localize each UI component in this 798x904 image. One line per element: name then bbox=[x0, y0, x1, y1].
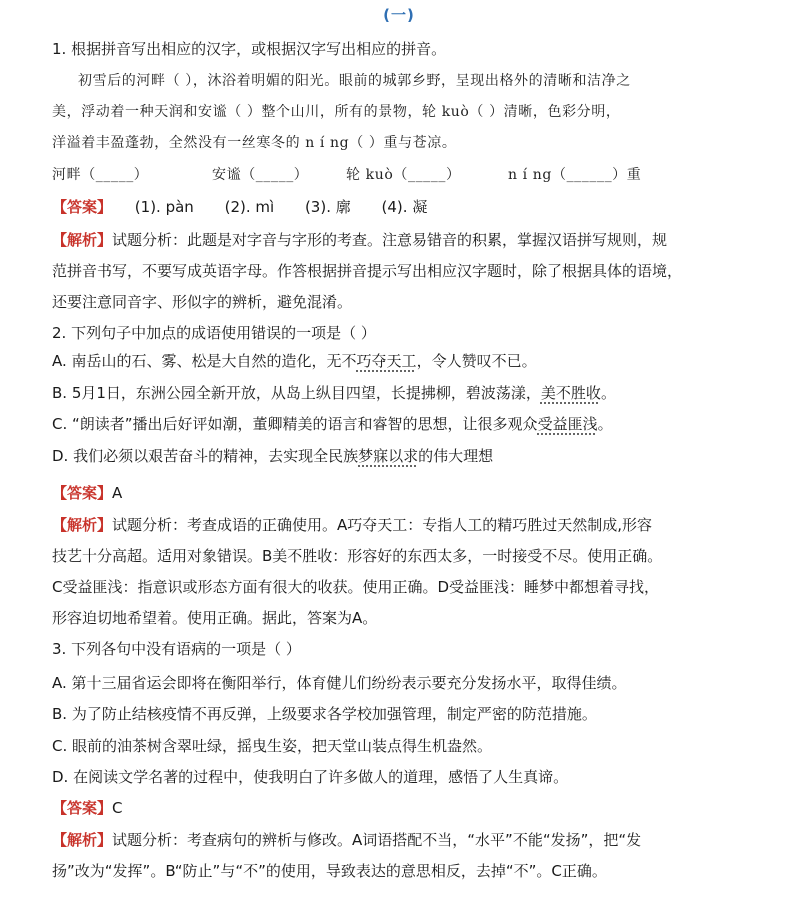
q1-analysis-text-1: 试题分析：此题是对字音与字形的考查。注意易错音的积累，掌握汉语拼写规则，规 bbox=[112, 231, 668, 249]
q2-analysis-line-4: 形容迫切地希望着。使用正确。据此，答案为A。 bbox=[52, 609, 378, 627]
q2-option-d-pre: D. 我们必须以艰苦奋斗的精神，去实现全民族 bbox=[52, 447, 359, 465]
q1-analysis-line-2: 范拼音书写，不要写成英语字母。作答根据拼音提示写出相应汉字题时，除了根据具体的语境， bbox=[52, 262, 683, 280]
answer-tag: 【答案】 bbox=[52, 198, 113, 216]
q2-option-a-post: ，令人赞叹不已。 bbox=[416, 352, 537, 370]
q1-analysis-line-3: 还要注意同音字、形似字的辨析，避免混淆。 bbox=[52, 293, 353, 311]
q2-option-c-dotted: 受益匪浅 bbox=[537, 415, 598, 433]
q2-option-d bbox=[52, 445, 493, 467]
q1-blank-1: 河畔（_____） bbox=[52, 167, 149, 183]
q1-blank-3: 轮 kuò（_____） bbox=[346, 167, 461, 183]
q2-analysis-text-1: 试题分析：考查成语的正确使用。A巧夺天工：专指人工的精巧胜过天然制成,形容 bbox=[112, 516, 653, 534]
q3-option-b: B. 为了防止结核疫情不再反弹，上级要求各学校加强管理，制定严密的防范措施。 bbox=[52, 705, 597, 723]
q2-option-d-post: 的伟大理想 bbox=[418, 447, 494, 465]
q1-stem: 1. 根据拼音写出相应的汉字，或根据汉字写出相应的拼音。 bbox=[52, 40, 447, 58]
q2-answer: A bbox=[112, 484, 123, 502]
q3-analysis-line-2: 扬”改为“发挥”。B“防止”与“不”的使用，导致表达的意思相反，去掉“不”。C正确。 bbox=[52, 862, 607, 880]
q1-passage-line-3: 洋溢着丰盈蓬勃，全然没有一丝寒冬的 n í ng（ ）重与苍凉。 bbox=[52, 135, 457, 151]
q3-option-c: C. 眼前的油茶树含翠吐绿，摇曳生姿，把天堂山装点得生机盎然。 bbox=[52, 737, 493, 755]
q1-answer-1: (1). pàn bbox=[134, 198, 194, 216]
q2-option-b bbox=[52, 382, 616, 404]
q3-analysis-line-1 bbox=[52, 829, 641, 851]
q1-answer-4: (4). 凝 bbox=[381, 198, 428, 216]
q2-analysis-line-2: 技艺十分高超。适用对象错误。B美不胜收：形容好的东西太多，一时接受不尽。使用正确。 bbox=[52, 547, 663, 565]
answer-tag: 【答案】 bbox=[52, 484, 113, 502]
q2-analysis-line-1 bbox=[52, 514, 652, 536]
section-title: (一) bbox=[383, 6, 415, 24]
q1-passage-line-2: 美，浮动着一种天润和安谧（ ）整个山川，所有的景物，轮 kuò（ ）清晰，色彩分明， bbox=[52, 104, 621, 120]
q1-answer-3: (3). 廓 bbox=[304, 198, 351, 216]
q2-option-a-dotted: 巧夺天工 bbox=[356, 352, 417, 370]
answer-tag: 【答案】 bbox=[52, 799, 113, 817]
analysis-tag: 【解析】 bbox=[52, 516, 113, 534]
q1-passage-line-1: 初雪后的河畔（ ），沐浴着明媚的阳光。眼前的城郭乡野，呈现出格外的清晰和洁净之 bbox=[78, 73, 631, 89]
q2-option-c-post: 。 bbox=[597, 415, 613, 433]
q3-answer-row bbox=[52, 797, 123, 819]
q2-analysis-line-3: C受益匪浅：指意识或形态方面有很大的收获。使用正确。D受益匪浅：睡梦中都想着寻找， bbox=[52, 578, 660, 596]
q1-blank-2: 安谧（_____） bbox=[212, 167, 309, 183]
analysis-tag: 【解析】 bbox=[52, 231, 113, 249]
q2-answer-row bbox=[52, 482, 122, 504]
q1-answer-2: (2). mì bbox=[224, 198, 275, 216]
q2-option-a bbox=[52, 350, 537, 372]
analysis-tag: 【解析】 bbox=[52, 831, 113, 849]
q1-answer-row bbox=[52, 196, 427, 218]
q2-option-d-dotted: 梦寐以求 bbox=[358, 447, 419, 465]
q3-answer: C bbox=[112, 799, 123, 817]
q2-option-b-pre: B. 5月1日，东洲公园全新开放，从岛上纵目四望，长提拂柳，碧波荡漾， bbox=[52, 384, 541, 402]
q1-analysis-line-1 bbox=[52, 229, 667, 251]
q3-option-a: A. 第十三届省运会即将在衡阳举行，体育健儿们纷纷表示要充分发扬水平，取得佳绩。 bbox=[52, 674, 627, 692]
q2-stem: 2. 下列句子中加点的成语使用错误的一项是（ ） bbox=[52, 324, 376, 342]
q2-option-b-dotted: 美不胜收 bbox=[540, 384, 601, 402]
q1-blank-4: n í ng（______）重 bbox=[508, 167, 642, 183]
q3-stem: 3. 下列各句中没有语病的一项是（ ） bbox=[52, 640, 301, 658]
q2-option-a-pre: A. 南岳山的石、雾、松是大自然的造化，无不 bbox=[52, 352, 357, 370]
q2-option-c-pre: C. “朗读者”播出后好评如潮，董卿精美的语言和睿智的思想，让很多观众 bbox=[52, 415, 538, 433]
q2-option-b-post: 。 bbox=[600, 384, 616, 402]
q3-analysis-text-1: 试题分析：考查病句的辨析与修改。A词语搭配不当，“水平”不能“发扬”，把“发 bbox=[112, 831, 642, 849]
q3-option-d: D. 在阅读文学名著的过程中，使我明白了许多做人的道理，感悟了人生真谛。 bbox=[52, 768, 569, 786]
q2-option-c bbox=[52, 413, 613, 435]
